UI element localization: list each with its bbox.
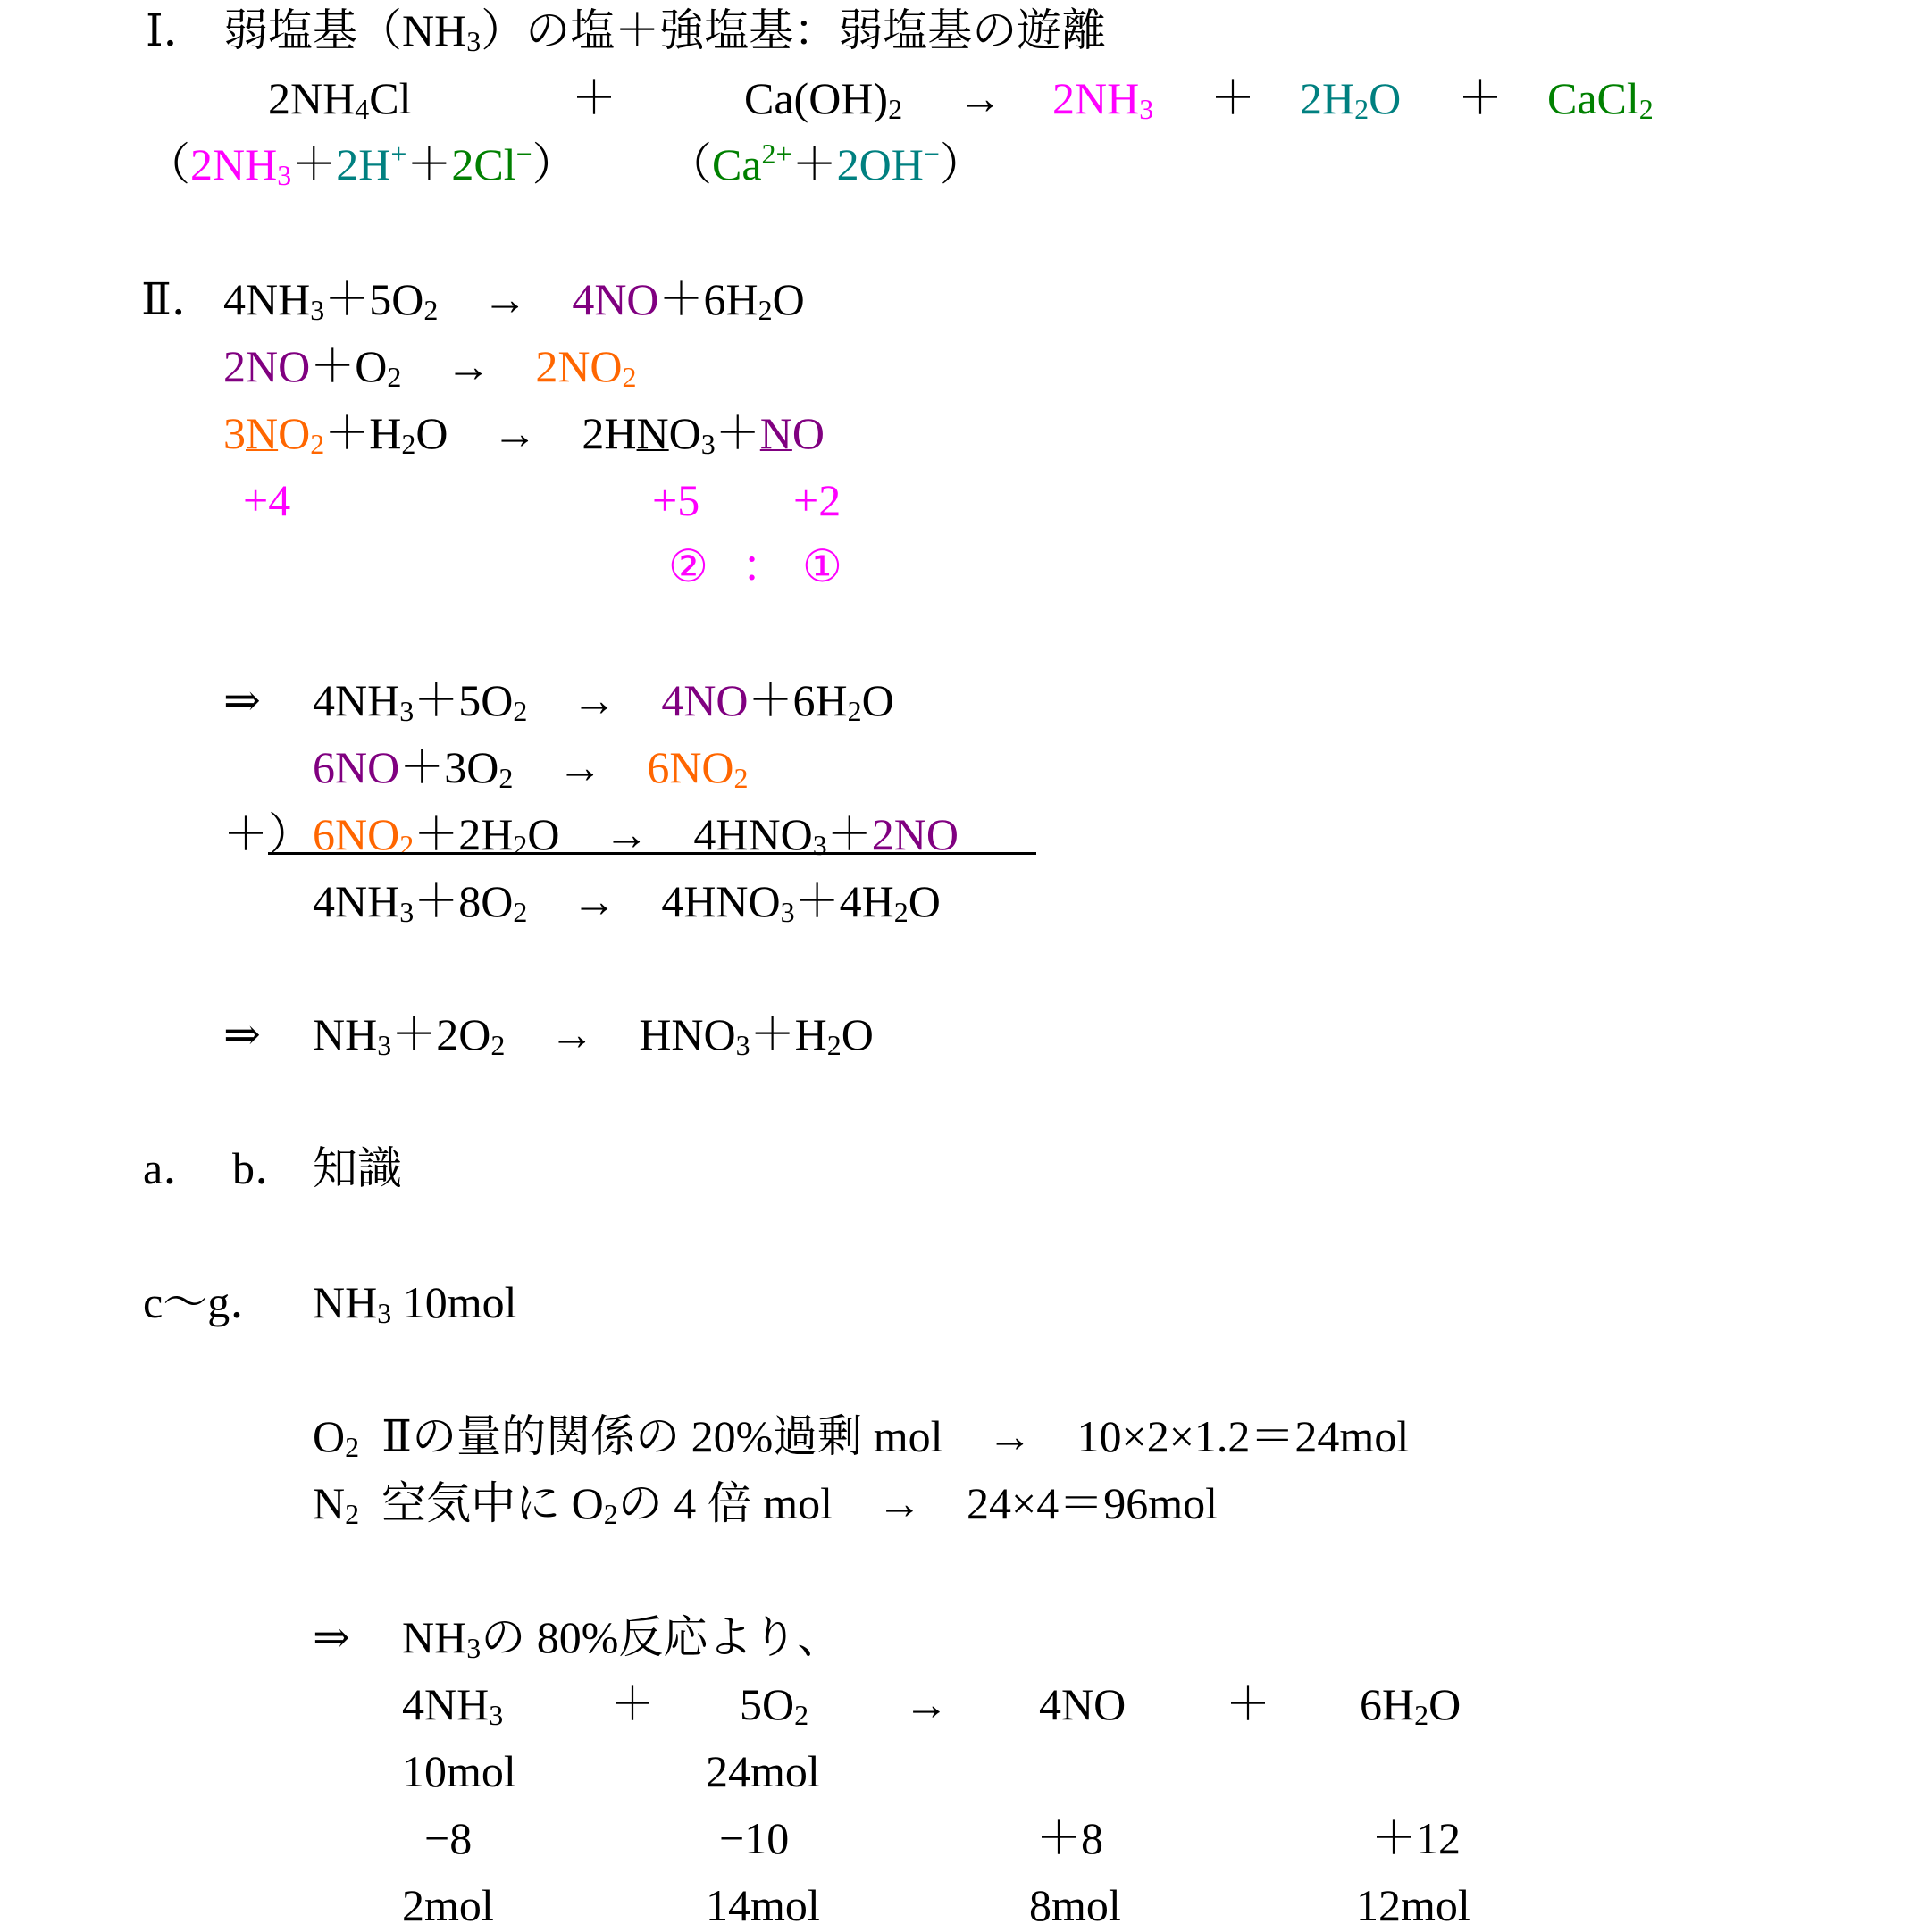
table-header-no: 4NO	[1039, 1679, 1127, 1729]
table-header-plus: ＋	[610, 1679, 655, 1729]
product-h2o: $2H_2O$	[1300, 73, 1402, 125]
change-nh3: −8	[424, 1813, 473, 1863]
combined-line-1: $4NH_3+5O_2$ → $4NO+6H_2O$	[313, 675, 894, 727]
answer-knowledge: 知識	[313, 1143, 402, 1193]
change-h2o: ＋12	[1371, 1813, 1461, 1863]
combined-sum: $4NH_3+8O_2$ → $4HNO_3+4H_2O$	[313, 876, 941, 928]
reactant-caoh2: $Ca(OH)_2$	[744, 73, 903, 125]
combined-line-3: $6NO_2+2H_2O$ → $4HNO_3+2NO$	[313, 809, 959, 861]
label-c-to-g: c～g．	[143, 1277, 275, 1327]
table-header-nh3: $4NH_3$	[402, 1679, 504, 1731]
table-header-h2o: $6H_2O$	[1360, 1679, 1462, 1731]
table-header-plus: ＋	[1226, 1679, 1270, 1729]
implies-symbol: ⇒	[313, 1612, 350, 1662]
label-a: a．	[143, 1143, 208, 1193]
ratio-no: ①	[802, 541, 842, 591]
equation-ostwald-1: $4NH_3+5O_2$ → $4NO+6H_2O$	[223, 274, 805, 326]
equation-ostwald-3: $3NO_2+H_2O$ → $2HNO_3+NO$	[223, 408, 825, 460]
o2-calculation: $O_2$ Ⅱの量的関係の 20%過剰 mol → 10×2×1.2＝24mol	[313, 1411, 1410, 1463]
overall-equation: $NH_3+2O_2$ → $HNO_3+H_2O$	[313, 1009, 874, 1061]
plus-sign: ＋	[1210, 73, 1255, 123]
label-b: b．	[232, 1143, 299, 1193]
reaction-intro: $NH_3$の 80%反応より、	[402, 1612, 842, 1664]
arrow: →	[958, 73, 1002, 123]
change-no: ＋8	[1036, 1813, 1103, 1863]
summation-line	[268, 852, 1036, 855]
final-o2: 14mol	[706, 1880, 820, 1930]
final-h2o: 12mol	[1356, 1880, 1470, 1930]
product-nh3: $2NH_3$	[1052, 73, 1154, 125]
combined-line-2: $6NO+3O_2$ → $6NO_2$	[313, 742, 749, 794]
final-nh3: 2mol	[402, 1880, 494, 1930]
addition-marker: ＋）	[223, 809, 313, 859]
oxidation-number-hno3: +5	[652, 475, 700, 525]
n2-calculation: $N_2$ 空気中に $O_2$の 4 倍 mol → 24×4＝96mol	[313, 1478, 1218, 1530]
section2-heading-number: Ⅱ．	[141, 274, 216, 324]
oxidation-number-no: +2	[793, 475, 842, 525]
plus-sign: ＋	[1458, 73, 1503, 123]
section1-heading: 弱塩基$(NH_3)$の塩＋強塩基：弱塩基の遊離	[223, 5, 1107, 57]
oxidation-number-no2: +4	[243, 475, 291, 525]
nh3-amount: $NH_3$ 10mol	[313, 1277, 517, 1329]
change-o2: −10	[719, 1813, 790, 1863]
implies-symbol: ⇒	[223, 675, 261, 725]
ratio-separator: ：	[741, 541, 786, 591]
ion-breakdown-caoh2: $(Ca^{2+}+2OH^-)$	[667, 138, 984, 189]
equation-ostwald-2: $2NO+O_2$ → $2NO_2$	[223, 341, 637, 393]
initial-o2: 24mol	[706, 1746, 820, 1796]
ion-breakdown-nh4cl: $(2NH_3+2H^++2Cl^-)$	[146, 138, 577, 191]
table-header-arrow: →	[904, 1679, 949, 1729]
implies-symbol: ⇒	[223, 1009, 261, 1059]
initial-nh3: 10mol	[402, 1746, 516, 1796]
reactant-nh4cl: $2NH_4Cl$	[268, 73, 412, 125]
table-header-o2: $5O_2$	[740, 1679, 809, 1731]
ratio-hno3: ②	[668, 541, 708, 591]
plus-sign: ＋	[572, 73, 616, 123]
product-cacl2: CaCl$_2$	[1547, 73, 1654, 125]
section1-heading-number: Ⅰ．	[146, 5, 208, 55]
final-no: 8mol	[1029, 1880, 1121, 1930]
